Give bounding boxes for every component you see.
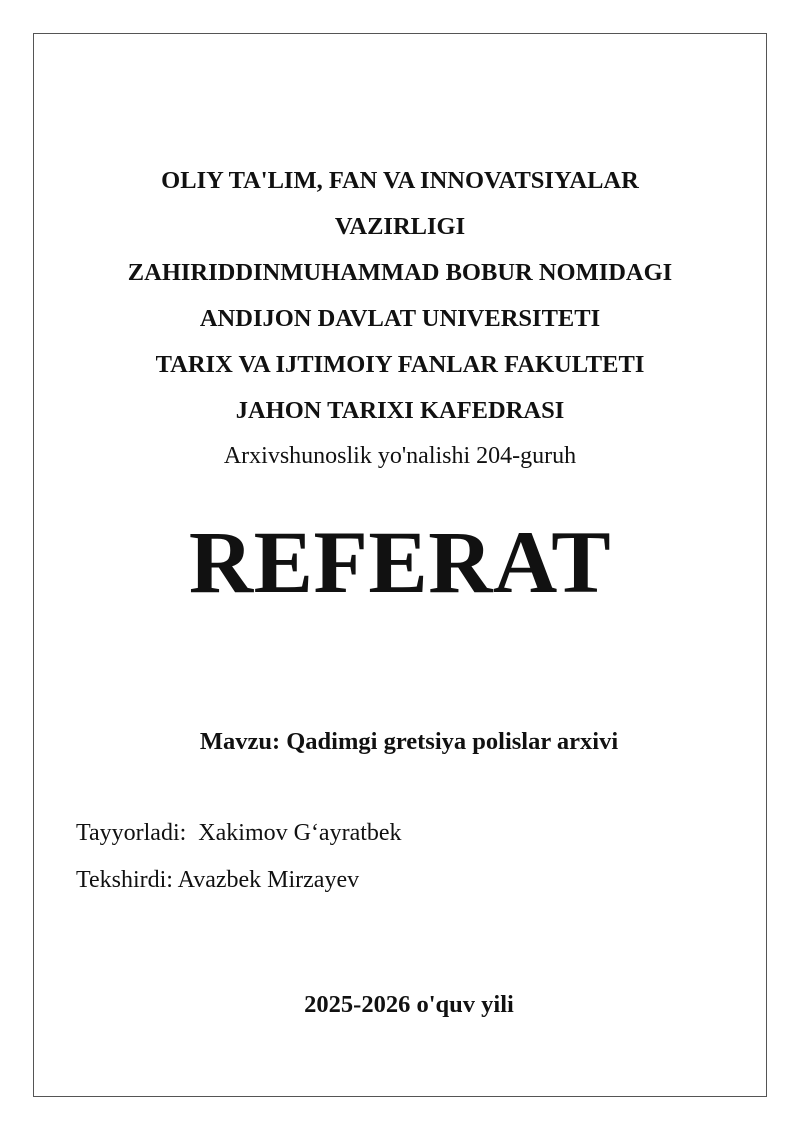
university-line-2: ANDIJON DAVLAT UNIVERSITETI: [199, 305, 601, 332]
ministry-line-2: VAZIRLIGI: [334, 213, 466, 240]
group-line: Arxivshunoslik yo'nalishi 204-guruh: [223, 443, 577, 469]
document-title: REFERAT: [188, 514, 612, 612]
faculty-line: TARIX VA IJTIMOIY FANLAR FAKULTETI: [155, 351, 645, 378]
topic-line: Mavzu: Qadimgi gretsiya polislar arxivi: [199, 728, 619, 755]
checked-by-line: Tekshirdi: Avazbek Mirzayev: [76, 867, 360, 893]
academic-year: 2025-2026 o'quv yili: [304, 991, 514, 1018]
university-line-1: ZAHIRIDDINMUHAMMAD BOBUR NOMIDAGI: [127, 259, 673, 286]
ministry-line-1: OLIY TA'LIM, FAN VA INNOVATSIYALAR: [161, 167, 639, 194]
prepared-by-line: Tayyorladi: Xakimov G‘ayratbek: [76, 820, 402, 846]
institution-header: [0, 158, 800, 478]
department-line: JAHON TARIXI KAFEDRASI: [235, 397, 565, 424]
